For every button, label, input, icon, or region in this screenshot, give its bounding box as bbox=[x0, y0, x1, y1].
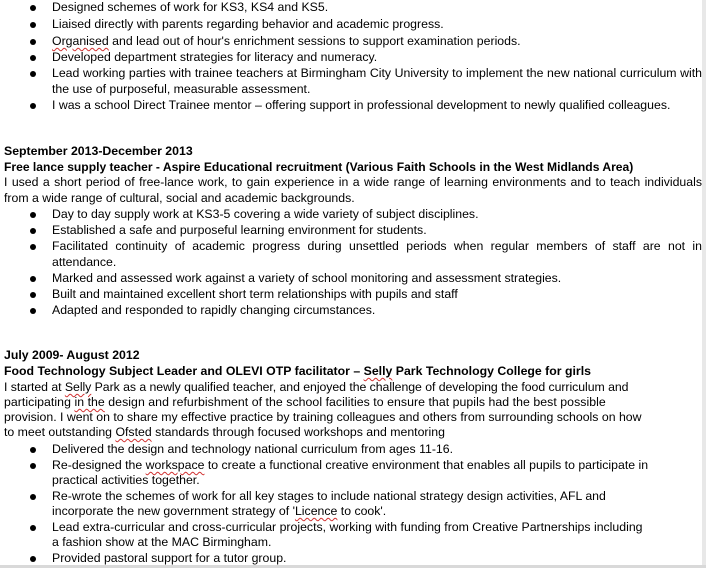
bullet-text: Facilitated continuity of academic progress during unsettled periods when regular members of staff are not in attendance. bbox=[52, 239, 702, 269]
bullet-text: I was a school Direct Trainee mentor – offering support in professional development to newly qualified colleagues. bbox=[52, 98, 671, 112]
text-run: to create a functional creative environment that enables all pupils to participate in bbox=[204, 458, 649, 472]
bullet-icon bbox=[30, 71, 36, 77]
text-run: I started at bbox=[4, 380, 65, 394]
page-edge bbox=[702, 0, 706, 568]
bullet-text: a fashion show at the MAC Birmingham. bbox=[52, 535, 272, 549]
spelling-flag: workspace bbox=[145, 458, 205, 472]
bullet-text: Marked and assessed work against a variety of school monitoring and assessment strategies. bbox=[52, 271, 562, 285]
text-run: Re-designed the bbox=[52, 458, 146, 472]
bullet-text bbox=[52, 34, 702, 50]
bullet-icon bbox=[30, 103, 36, 109]
job-intro: I used a short period of free-lance work, to gain experience in a wide range of learning environments and to teach individuals from a wide range of cultural, social and academic backgrounds. bbox=[4, 175, 702, 205]
job-title bbox=[4, 364, 591, 379]
bullet-icon bbox=[30, 244, 36, 250]
job-title: Free lance supply teacher - Aspire Educational recruitment (Various Faith Schools in the West Midlands Area) bbox=[4, 160, 634, 174]
spelling-flag: in the bbox=[74, 395, 105, 409]
text-run: incorporate the new government strategy of ' bbox=[52, 504, 295, 518]
bullet-icon bbox=[30, 494, 36, 500]
intro-line bbox=[4, 380, 628, 395]
text-run: standards through focused workshops and mentoring bbox=[151, 425, 445, 439]
bullet-text bbox=[52, 504, 702, 520]
job-title-part: Food Technology Subject Leader and OLEVI OTP facilitator – bbox=[4, 364, 364, 378]
bullet-icon bbox=[30, 556, 36, 562]
intro-line bbox=[4, 425, 445, 440]
bullet-icon bbox=[30, 55, 36, 61]
bullet-text: Established a safe and purposeful learning environment for students. bbox=[52, 223, 427, 237]
bullet-icon bbox=[30, 39, 36, 45]
bullet-icon bbox=[30, 5, 36, 11]
bullet-text: Re-wrote the schemes of work for all key stages to include national strategy design activities, AFL and bbox=[52, 489, 606, 503]
bullet-text bbox=[52, 458, 702, 474]
text-run: to cook'. bbox=[337, 504, 387, 518]
job-date: July 2009- August 2012 bbox=[4, 348, 140, 362]
bullet-text-rest: and lead out of hour's enrichment sessions to support examination periods. bbox=[108, 34, 521, 48]
bullet-icon bbox=[30, 22, 36, 28]
job-date: September 2013-December 2013 bbox=[4, 144, 193, 158]
text-run: participating bbox=[4, 395, 75, 409]
bullet-text: Lead extra-curricular and cross-curricular projects, working with funding from Creative Partnerships including bbox=[52, 520, 643, 534]
bullet-text: Built and maintained excellent short term relationships with pupils and staff bbox=[52, 287, 458, 301]
bullet-text: practical activities together. bbox=[52, 473, 200, 487]
text-run: design and refurbishment of the school facilities to ensure that pupils had the best possible bbox=[104, 395, 606, 409]
bullet-text: Delivered the design and technology national curriculum from ages 11-16. bbox=[52, 442, 454, 456]
bullet-icon bbox=[30, 276, 36, 282]
intro-line bbox=[4, 395, 606, 410]
bullet-icon bbox=[30, 447, 36, 453]
bullet-text: Adapted and responded to rapidly changing circumstances. bbox=[52, 303, 376, 317]
bullet-text: Designed schemes of work for KS3, KS4 and KS5. bbox=[52, 0, 329, 14]
spelling-flag: Selly bbox=[64, 380, 92, 394]
spelling-flag: Organised bbox=[52, 34, 109, 48]
bullet-icon bbox=[30, 212, 36, 218]
bullet-text: Developed department strategies for literacy and numeracy. bbox=[52, 50, 378, 64]
intro-line: provision. I went on to share my effective practice by training colleagues and others from surrounding schools on how bbox=[4, 410, 642, 424]
text-run: Park as a newly qualified teacher, and enjoyed the challenge of developing the food curriculum and bbox=[91, 380, 629, 394]
job-title-part: Park Technology College for girls bbox=[392, 364, 591, 378]
text-run: to meet outstanding bbox=[4, 425, 116, 439]
bullet-text: Day to day supply work at KS3-5 covering a wide variety of subject disciplines. bbox=[52, 207, 479, 221]
spelling-flag: Ofsted bbox=[115, 425, 152, 439]
bullet-icon bbox=[30, 308, 36, 314]
bullet-icon bbox=[30, 292, 36, 298]
bullet-icon bbox=[30, 525, 36, 531]
bullet-text: Provided pastoral support for a tutor group. bbox=[52, 551, 287, 565]
spelling-flag: Licence bbox=[294, 504, 338, 518]
bullet-icon bbox=[30, 463, 36, 469]
bullet-icon bbox=[30, 228, 36, 234]
bullet-text: Liaised directly with parents regarding behavior and academic progress. bbox=[52, 17, 444, 31]
spelling-flag: Selly bbox=[363, 364, 393, 378]
bullet-text: Lead working parties with trainee teachers at Birmingham City University to implement the new national curriculum with the use of purposeful, measurable assessment. bbox=[52, 66, 702, 96]
